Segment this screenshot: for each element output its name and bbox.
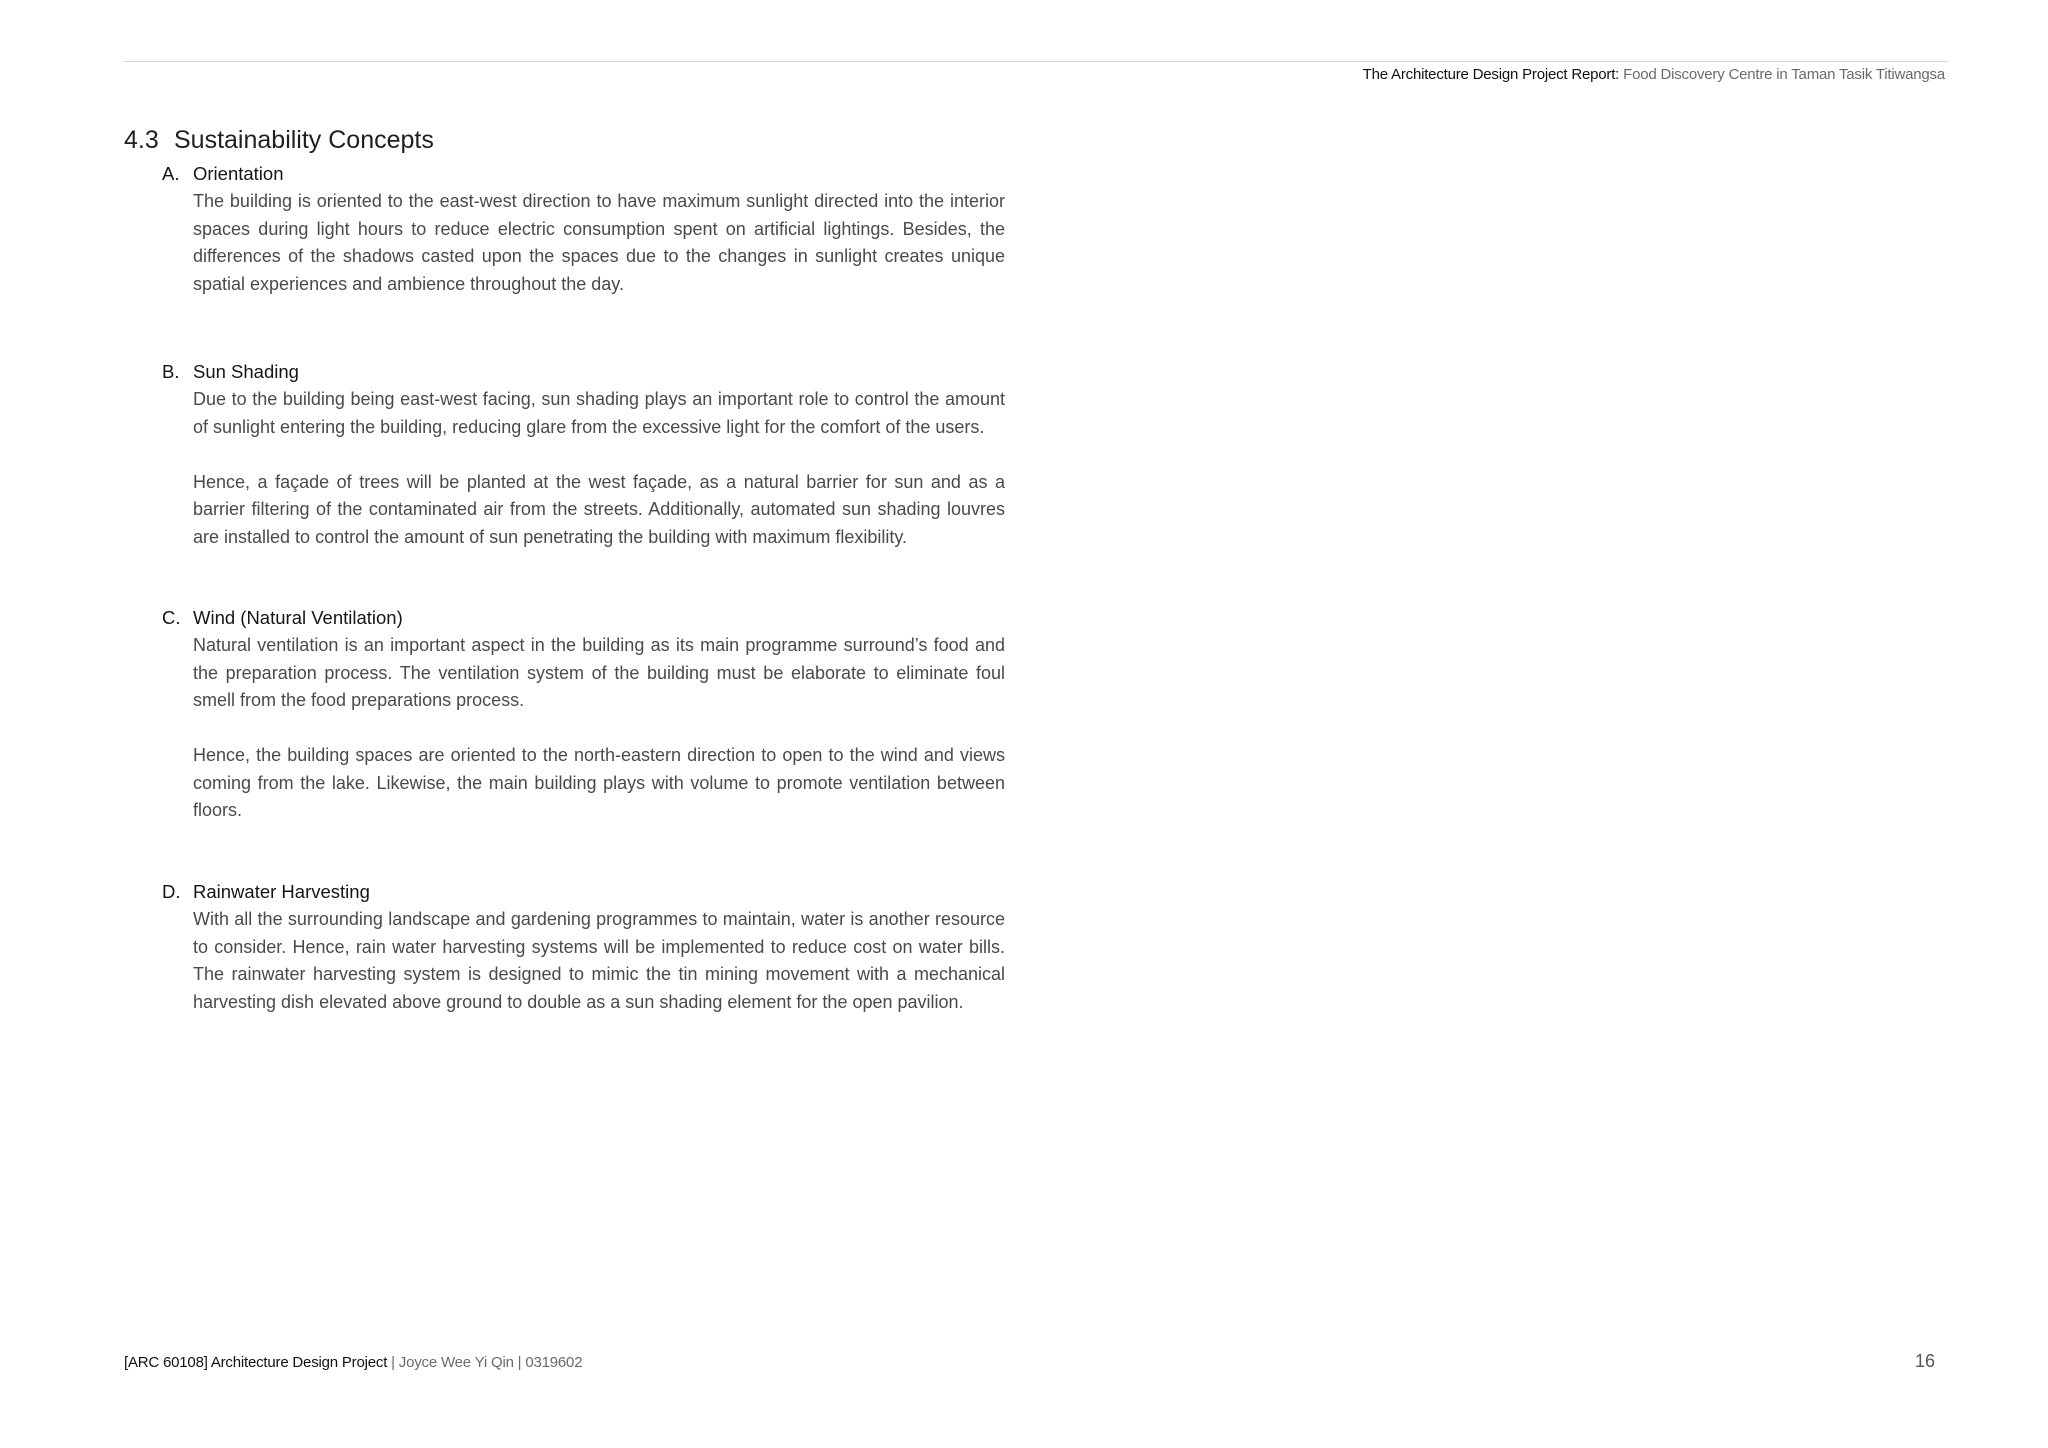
- subsection-heading: [162, 604, 1005, 632]
- paragraph: Hence, a façade of trees will be planted at the west façade, as a natural barrier for sun and as a barrier filtering of the contaminated air from the streets. Additionally, automated sun shading louvres are installed to control the amount of sun penetrating the building with maximum flexibility.: [193, 471, 1005, 547]
- subsection-heading: [162, 878, 1005, 906]
- subsection-title: Wind (Natural Ventilation): [193, 607, 403, 628]
- subsection-letter: A.: [162, 163, 180, 184]
- subsection-letter: C.: [162, 607, 181, 628]
- subsection-orientation: [162, 160, 1005, 298]
- paragraph: With all the surrounding landscape and gardening programmes to maintain, water is another resource to consider. Hence, rain water harvesting systems will be implemented to reduce cost on water bills. The rainwater harvesting system is designed to mimic the tin mining movement with a mechanical harvesting dish elevated above ground to double as a sun shading element for the open pavilion.: [193, 909, 1005, 1012]
- subsection-title: Rainwater Harvesting: [193, 881, 370, 902]
- footer-course: [ARC 60108] Architecture Design Project: [124, 1354, 388, 1371]
- section-number: 4.3: [124, 126, 159, 154]
- subsection-rainwater: [162, 878, 1005, 1016]
- running-header: [1363, 66, 1945, 83]
- header-rule: [123, 61, 1948, 62]
- footer-author-info: | Joyce Wee Yi Qin | 0319602: [387, 1354, 583, 1371]
- subsection-letter: B.: [162, 361, 180, 382]
- paragraph: Hence, the building spaces are oriented to the north-eastern direction to open to the wind and views coming from the lake. Likewise, the main building plays with volume to promote ventilation between floors.: [193, 745, 1005, 820]
- subsection-letter: D.: [162, 881, 181, 902]
- paragraph: The building is oriented to the east-west direction to have maximum sunlight directed into the interior spaces during light hours to reduce electric consumption spent on artificial lightings. Besides, the differences of the shadows casted upon the spaces due to the changes in sunlight creates unique spatial experiences and ambience throughout the day.: [193, 191, 1005, 294]
- subsection-sun-shading: [162, 358, 1005, 551]
- report-title: The Architecture Design Project Report:: [1362, 66, 1620, 83]
- paragraph: Natural ventilation is an important aspect in the building as its main programme surround’s food and the preparation process. The ventilation system of the building must be elaborate to eliminate foul smell from the food preparations process.: [193, 635, 1005, 710]
- section-title-text: Sustainability Concepts: [174, 126, 434, 154]
- subsection-title: Sun Shading: [193, 361, 299, 382]
- section-title: [124, 126, 434, 155]
- project-name: Food Discovery Centre in Taman Tasik Titiwangsa: [1623, 66, 1945, 83]
- page-number: 16: [1914, 1351, 1935, 1371]
- subsection-title: Orientation: [193, 163, 284, 184]
- subsection-wind: [162, 604, 1005, 825]
- subsection-heading: [162, 358, 1005, 386]
- paragraph: Due to the building being east-west facing, sun shading plays an important role to control the amount of sunlight entering the building, reducing glare from the excessive light for the comfort of the users.: [193, 389, 1005, 437]
- footer: [124, 1354, 582, 1371]
- subsection-heading: [162, 160, 1005, 188]
